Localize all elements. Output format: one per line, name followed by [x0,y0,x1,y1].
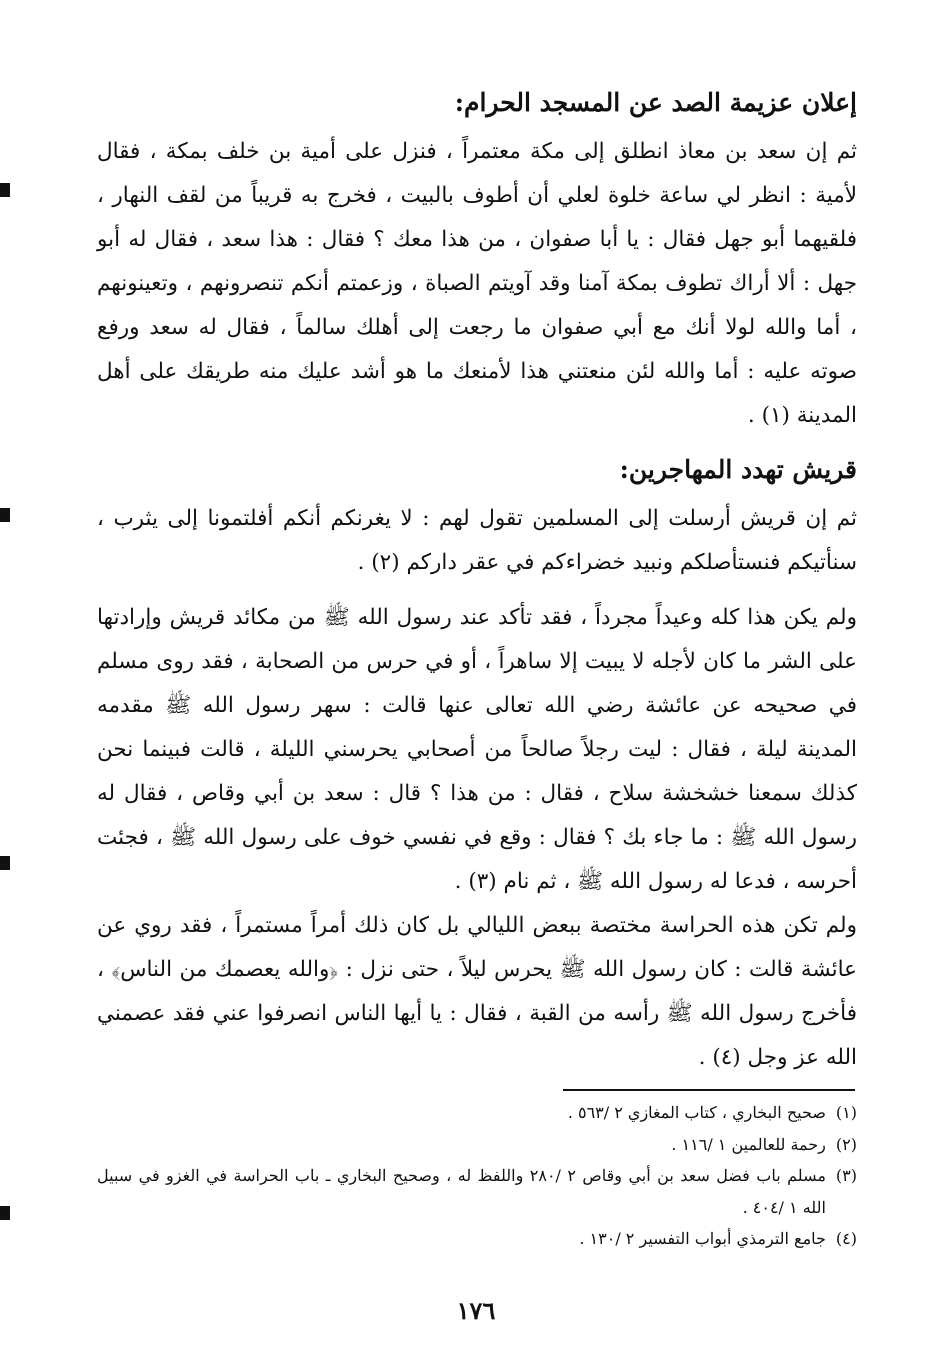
margin-mark [0,856,10,870]
footnote-text: جامع الترمذي أبواب التفسير ٢ /١٣٠ . [579,1229,826,1248]
footnote-text: مسلم باب فضل سعد بن أبي وقاص ٢ /٢٨٠ واللفظ له ، وصحيح البخاري ـ باب الحراسة في الغزو في سبيل الله ١ /٤٠٤ . [97,1166,826,1217]
section-heading: قريش تهدد المهاجرين: [619,455,857,484]
footnote [97,1129,857,1161]
footnote [97,1160,857,1223]
footnote-text: صحيح البخاري ، كتاب المغازي ٢ /٥٦٣ . [567,1103,826,1122]
footnote-number: (٤) [835,1229,857,1248]
margin-mark [0,183,10,197]
footnote-separator [563,1089,855,1091]
section-heading: إعلان عزيمة الصد عن المسجد الحرام: [454,88,857,117]
footnote-text: رحمة للعالمين ١ /١١٦ . [671,1134,826,1154]
paragraph: ثم إن قريش أرسلت إلى المسلمين تقول لهم : لا يغرنكم أنكم أفلتمونا إلى يثرب ، سنأتيكم فنستأصلكم ونبيد خضراءكم في عقر داركم (٢) . [97,506,857,575]
footnotes [97,1097,857,1255]
footnote-number: (٣) [835,1166,857,1185]
paragraph: ولم تكن هذه الحراسة مختصة ببعض الليالي بل كان ذلك أمراً مستمراً ، فقد روي عن عائشة قالت : كان رسول الله ﷺ يحرس ليلاً ، حتى نزل : ﴿والله يعصمك من الناس﴾ ، فأخرج رسول الله ﷺ رأسه من القبة ، فقال : يا أيها الناس انصرفوا عني فقد عصمني الله عز وجل (٤) . [97,913,857,1070]
footnote [97,1097,857,1129]
footnote-number: (١) [835,1103,857,1122]
margin-mark [0,508,10,522]
paragraph: ولم يكن هذا كله وعيداً مجرداً ، فقد تأكد عند رسول الله ﷺ من مكائد قريش وإرادتها على الشر ما كان لأجله لا يبيت إلا ساهراً ، أو في حرس من الصحابة ، فقد روى مسلم في صحيحه عن عائشة رضي الله تعالى عنها قالت : سهر رسول الله ﷺ مقدمه المدينة ليلة ، فقال : ليت رجلاً صالحاً من أصحابي يحرسني الليلة ، قالت فبينما نحن كذلك سمعنا خشخشة سلاح ، فقال : من هذا ؟ قال : سعد بن أبي وقاص ، فقال له رسول الله ﷺ : ما جاء بك ؟ فقال : وقع في نفسي خوف على رسول الله ﷺ ، فجئت أحرسه ، فدعا له رسول الله ﷺ ، ثم نام (٣) . [97,605,857,894]
margin-mark [0,1206,10,1220]
page-number: ١٧٦ [456,1296,496,1325]
footnote-number: (٢) [835,1134,857,1154]
footnote [97,1223,857,1255]
paragraph: ثم إن سعد بن معاذ انطلق إلى مكة معتمراً ، فنزل على أمية بن خلف بمكة ، فقال لأمية : انظر لي ساعة خلوة لعلي أن أطوف بالبيت ، فخرج به قريباً من لقف النهار ، فلقيهما أبو جهل فقال : يا أبا صفوان ، من هذا معك ؟ فقال : هذا سعد ، فقال له أبو جهل : ألا أراك تطوف بمكة آمنا وقد آويتم الصباة ، وزعمتم أنكم تنصرونهم ، وتعينونهم ، أما والله لولا أنك مع أبي صفوان ما رجعت إلى أهلك سالماً ، فقال له سعد ورفع صوته عليه : أما والله لئن منعتني هذا لأمنعك ما هو أشد عليك منه طريقك على أهل المدينة (١) . [97,139,857,428]
